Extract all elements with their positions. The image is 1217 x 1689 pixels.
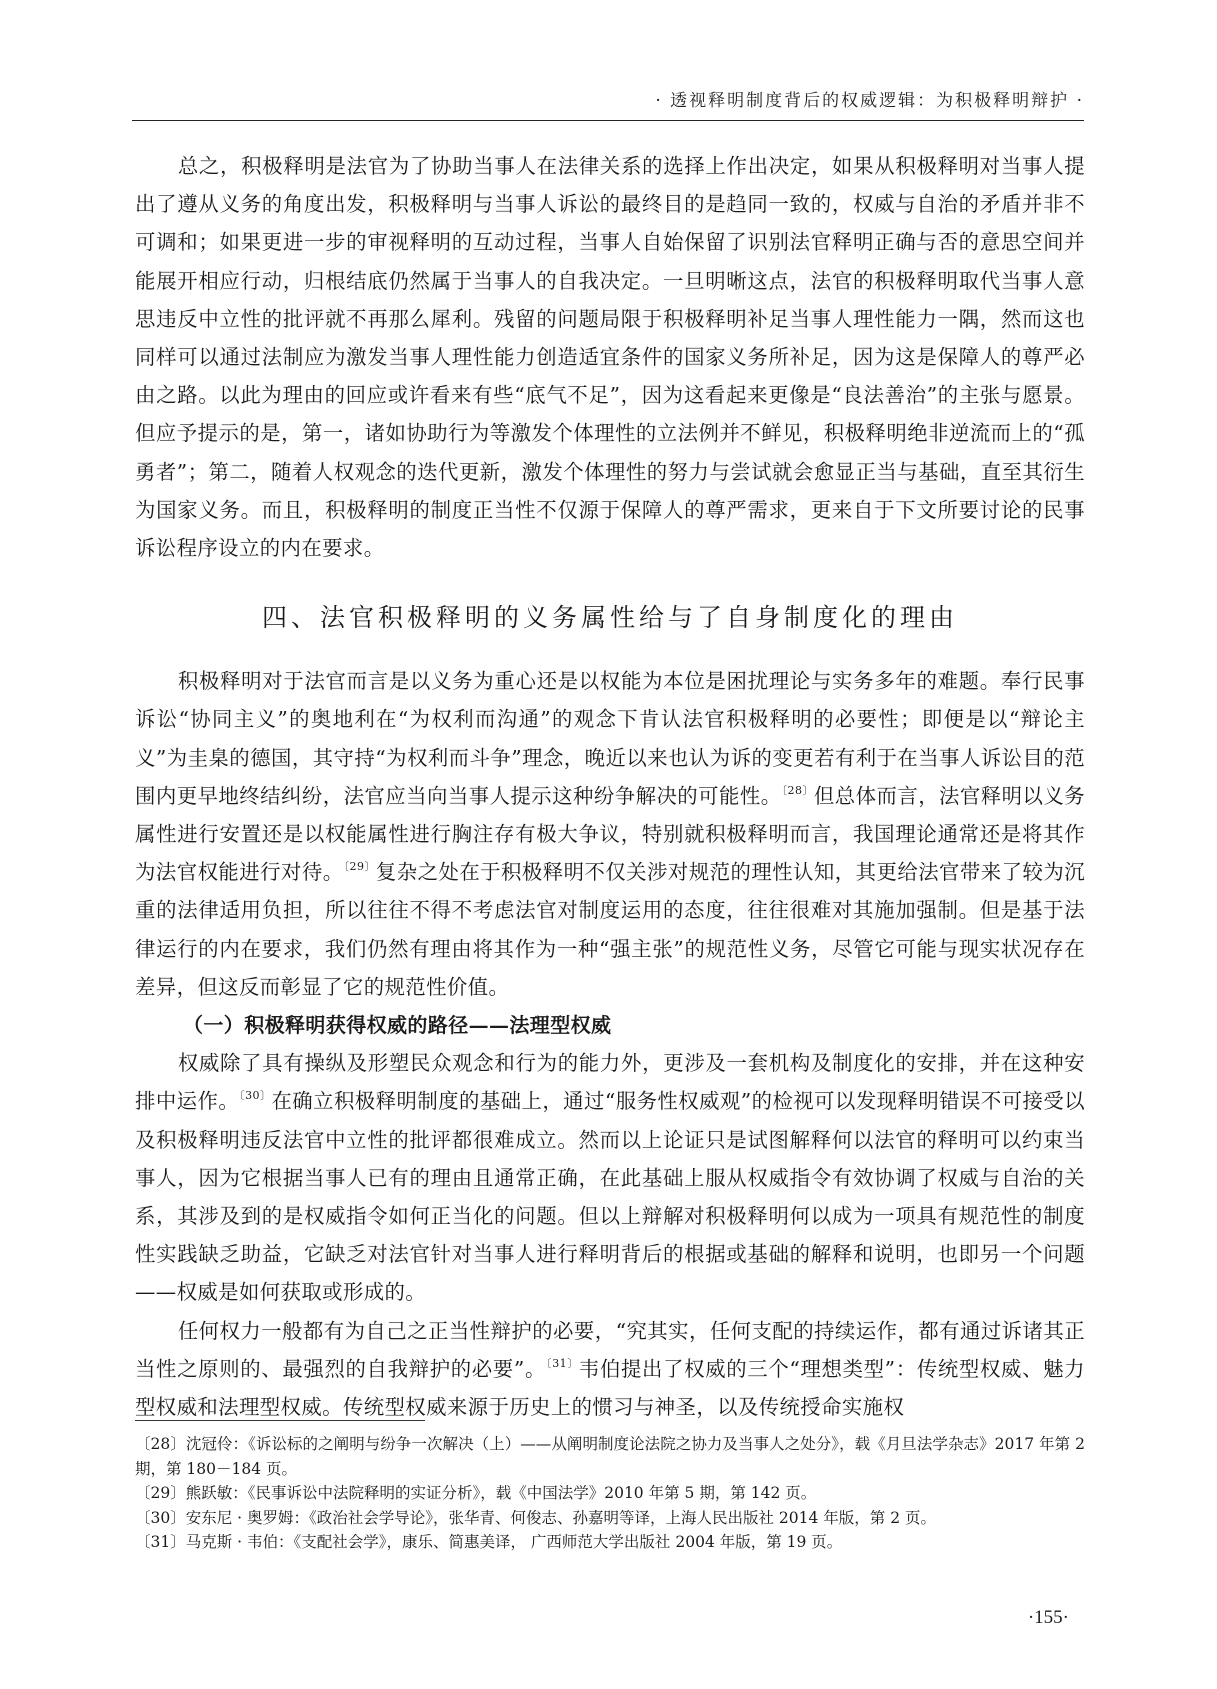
paragraph-weber <box>135 1312 1085 1427</box>
paragraph-duty-attribute <box>135 662 1085 1006</box>
header-rule <box>132 120 1084 121</box>
body-text <box>135 147 1085 1426</box>
paragraph-text: 复杂之处在于积极释明不仅关涉对规范的理性认知，其更给法官带来了较为沉重的法律适用负担，所以往往不得不考虑法官对制度运用的态度，往往很难对其施加强制。但是基于法律运行的内在要求，我们仍然有理由将其作为一种“强主张”的规范性义务，尽管它可能与现实状况存在差异，但这反而彰显了它的规范性价值。 <box>135 860 1085 999</box>
footnote-28: 〔28〕沈冠伶：《诉讼标的之阐明与纷争一次解决（上）——从阐明制度论法院之协力及当事人之处分》，载《月旦法学杂志》2017 年第 2 期，第 180－184 页。 <box>135 1435 1085 1478</box>
paragraph-text: 在确立积极释明制度的基础上，通过“服务性权威观”的检视可以发现释明错误不可接受以及积极释明违反法官中立性的批评都很难成立。然而以上论证只是试图解释何以法官的释明可以约束当事人，因为它根据当事人已有的理由且通常正确，在此基础上服从权威指令有效协调了权威与自治的关系，其涉及到的是权威指令如何正当化的问题。但以上辩解对积极释明何以成为一项具有规范性的制度性实践缺乏助益，它缺乏对法官针对当事人进行释明背后的根据或基础的解释和说明，也即另一个问题——权威是如何获取或形成的。 <box>135 1089 1085 1305</box>
page-number: ·155· <box>1027 1607 1069 1628</box>
subsection-title: （一）积极释明获得权威的路径——法理型权威 <box>183 1013 612 1038</box>
footnote-ref-31[interactable]: 〔31〕 <box>546 1356 579 1370</box>
paragraph-text: 权威除了具有操纵及形塑民众观念和行为的能力外，更涉及一套机构及制度化的安排，并在这种安排中运作。 <box>135 1051 1085 1114</box>
footnote-ref-28[interactable]: 〔28〕 <box>781 783 814 797</box>
footnote-29: 〔29〕熊跃敏：《民事诉讼中法院释明的实证分析》，载《中国法学》2010 年第 5 期，第 142 页。 <box>135 1484 817 1502</box>
footnote-rule <box>135 1420 425 1421</box>
footnote-30: 〔30〕安东尼 · 奥罗姆：《政治社会学导论》，张华青、何俊志、孙嘉明等译，上海人民出版社 2014 年版，第 2 页。 <box>135 1508 937 1527</box>
footnote-ref-29[interactable]: 〔29〕 <box>343 860 376 874</box>
footnote-31: 〔31〕马克斯 · 韦伯：《支配社会学》，康乐、简惠美译， 广西师范大学出版社 2004 年版，第 19 页。 <box>135 1533 843 1551</box>
paragraph-text: 但总体而言，法官释明以义务属性进行安置还是以权能属性进行胸注存有极大争议，特别就积极释明而言，我国理论通常还是将其作为法官权能进行对待。 <box>135 783 1085 885</box>
footnote-ref-30[interactable]: 〔30〕 <box>239 1089 272 1103</box>
paragraph-authority <box>135 1044 1085 1311</box>
paragraph-text: 任何权力一般都有为自己之正当性辩护的必要，“究其实，任何支配的持续运作，都有通过诉诸其正当性之原则的、最强烈的自我辩护的必要”。 <box>135 1318 1085 1381</box>
footnotes <box>135 1432 1085 1555</box>
paragraph-text: 韦伯提出了权威的三个“理想类型”：传统型权威、魅力型权威和法理型权威。传统型权威来源于历史上的惯习与神圣，以及传统授命实施权 <box>135 1356 1085 1420</box>
paragraph-text: 积极释明对于法官而言是以义务为重心还是以权能为本位是困扰理论与实务多年的难题。奉行民事诉讼“协同主义”的奥地利在“为权利而沟通”的观念下肯认法官积极释明的必要性；即便是以“辩论主义”为圭臬的德国，其守持“为权利而斗争”理念，晚近以来也认为诉的变更若有利于在当事人诉讼目的范围内更早地终结纠纷，法官应当向当事人提示这种纷争解决的可能性。 <box>135 669 1085 808</box>
running-header: · 透视释明制度背后的权威逻辑：为积极释明辩护 · <box>655 91 1084 111</box>
paragraph-conclusion: 总之，积极释明是法官为了协助当事人在法律关系的选择上作出决定，如果从积极释明对当事人提出了遵从义务的角度出发，积极释明与当事人诉讼的最终目的是趋同一致的，权威与自治的矛盾并非不可调和；如果更进一步的审视释明的互动过程，当事人自始保留了识别法官释明正确与否的意思空间并能展开相应行动，归根结底仍然属于当事人的自我决定。一旦明晰这点，法官的积极释明取代当事人意思违反中立性的批评就不再那么犀利。残留的问题局限于积极释明补足当事人理性能力一隅，然而这也同样可以通过法制应为激发当事人理性能力创造适宜条件的国家义务所补足，因为这是保障人的尊严必由之路。以此为理由的回应或许看来有些“底气不足”，因为这看起来更像是“良法善治”的主张与愿景。但应予提示的是，第一，诸如协助行为等激发个体理性的立法例并不鲜见，积极释明绝非逆流而上的“孤勇者”；第二，随着人权观念的迭代更新，激发个体理性的努力与尝试就会愈显正当与基础，直至其衍生为国家义务。而且，积极释明的制度正当性不仅源于保障人的尊严需求，更来自于下文所要讨论的民事诉讼程序设立的内在要求。 <box>135 154 1085 561</box>
section-title: 四、法官积极释明的义务属性给与了自身制度化的理由 <box>261 603 958 633</box>
